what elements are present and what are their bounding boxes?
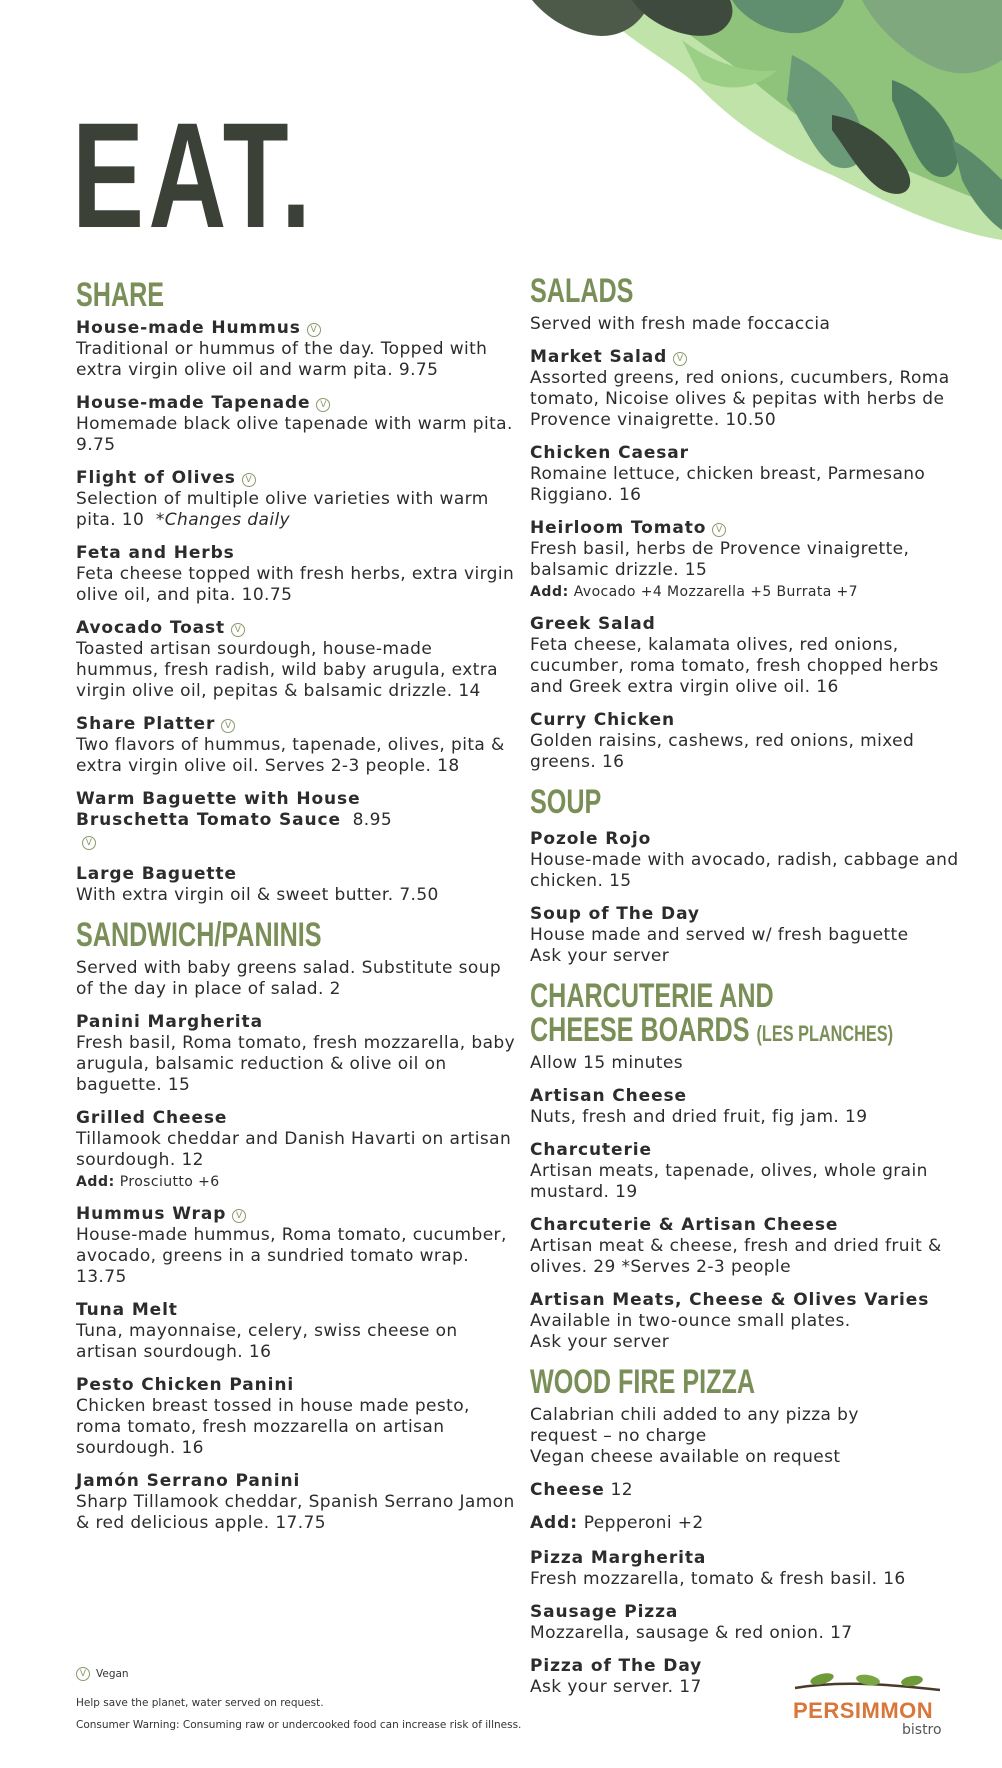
heading-main: CHEESE BOARDS	[530, 1011, 750, 1049]
menu-item	[76, 714, 516, 777]
item-desc: Available in two-ounce small plates.	[530, 1311, 851, 1331]
item-desc: Fresh basil, herbs de Provence vinaigrette, balsamic drizzle. 15	[530, 539, 910, 580]
item-add	[76, 1174, 220, 1190]
logo-sub: bistro	[902, 1722, 942, 1738]
item-desc: Fresh basil, Roma tomato, fresh mozzarella, baby arugula, balsamic reduction & olive oil on baguette. 15	[76, 1033, 516, 1095]
item-desc: Traditional or hummus of the day. Topped with extra virgin olive oil and warm pita. 9.75	[76, 339, 488, 380]
section-heading-salads: SALADS	[530, 272, 634, 310]
menu-item	[76, 393, 516, 456]
item-name: Grilled Cheese	[76, 1108, 228, 1128]
add-label: Add:	[76, 1174, 115, 1190]
item-name: Share Platter	[76, 714, 216, 734]
item-price: 12	[610, 1480, 633, 1500]
item-name: Jamón Serrano Panini	[76, 1471, 301, 1491]
section-heading-soup: SOUP	[530, 783, 602, 821]
section-subtitle: Served with fresh made foccaccia	[530, 314, 831, 334]
persimmon-logo	[790, 1670, 950, 1748]
consumer-warning: Consumer Warning: Consuming raw or undercooked food can increase risk of illness.	[76, 1719, 522, 1731]
item-name: Greek Salad	[530, 614, 656, 634]
item-desc: Feta cheese, kalamata olives, red onions, cucumber, roma tomato, fresh chopped herbs and Greek extra virgin olive oil. 16	[530, 635, 939, 697]
section-heading-pizza: WOOD FIRE PIZZA	[530, 1363, 756, 1401]
item-desc: Artisan meat & cheese, fresh and dried fruit & olives. 29 *Serves 2-3 people	[530, 1236, 942, 1277]
menu-item	[76, 789, 396, 852]
item-name: House-made Hummus	[76, 318, 301, 338]
item-name: Panini Margherita	[76, 1012, 263, 1032]
vegan-icon: V	[231, 623, 245, 637]
item-add	[530, 584, 858, 600]
item-desc: House-made with avocado, radish, cabbage and chicken. 15	[530, 850, 959, 891]
menu-item	[76, 543, 516, 606]
item-desc: Assorted greens, red onions, cucumbers, Roma tomato, Nicoise olives & pepitas with herbs de Provence vinaigrette. 10.50	[530, 368, 950, 430]
item-desc: Mozzarella, sausage & red onion. 17	[530, 1623, 853, 1643]
vegan-icon: V	[673, 352, 687, 366]
item-name: Warm Baguette with House Bruschetta Tomato Sauce	[76, 789, 361, 830]
item-desc: House made and served w/ fresh baguette	[530, 925, 909, 945]
item-desc: Romaine lettuce, chicken breast, Parmesano Riggiano. 16	[530, 464, 926, 505]
water-note: Help save the planet, water served on request.	[76, 1697, 324, 1709]
item-name: Large Baguette	[76, 864, 237, 884]
item-name: Heirloom Tomato	[530, 518, 707, 538]
add-options: Avocado +4 Mozzarella +5 Burrata +7	[573, 584, 858, 600]
logo-name: PERSIMMON	[793, 1698, 934, 1723]
item-desc: Chicken breast tossed in house made pesto, roma tomato, fresh mozzarella on artisan sourdough. 16	[76, 1396, 470, 1458]
right-column	[530, 274, 970, 1710]
section-heading-share: SHARE	[76, 276, 165, 314]
vegan-icon: V	[307, 323, 321, 337]
vegan-label: Vegan	[96, 1668, 129, 1680]
item-name: Hummus Wrap	[76, 1204, 227, 1224]
menu-item	[76, 1300, 516, 1363]
item-name: Feta and Herbs	[76, 543, 235, 563]
item-desc: Feta cheese topped with fresh herbs, extra virgin olive oil, and pita. 10.75	[76, 564, 515, 605]
item-name: Flight of Olives	[76, 468, 236, 488]
menu-item	[530, 904, 970, 967]
section-heading-charcuterie: CHARCUTERIE AND	[530, 977, 774, 1015]
item-name: Tuna Melt	[76, 1300, 178, 1320]
item-desc: House-made hummus, Roma tomato, cucumber, avocado, greens in a sundried tomato wrap. 13.75	[76, 1225, 507, 1287]
menu-item	[530, 710, 970, 773]
item-name: Pizza of The Day	[530, 1656, 703, 1676]
item-name: Market Salad	[530, 347, 668, 367]
menu-item	[530, 443, 970, 506]
item-name: House-made Tapenade	[76, 393, 311, 413]
item-name: Chicken Caesar	[530, 443, 689, 463]
section-subtitle: Served with baby greens salad. Substitute soup of the day in place of salad. 2	[76, 958, 502, 999]
item-name: Pozole Rojo	[530, 829, 652, 849]
add-label: Add:	[530, 1513, 578, 1533]
menu-item	[530, 1290, 970, 1353]
item-desc: Selection of multiple olive varieties with warm pita. 10	[76, 489, 489, 530]
menu-item	[530, 1602, 970, 1644]
menu-item-add	[530, 1513, 970, 1534]
pizza-sub-2: Vegan cheese available on request	[530, 1447, 841, 1467]
vegan-legend	[76, 1667, 129, 1681]
menu-item	[76, 1108, 516, 1192]
item-desc: Artisan meats, tapenade, olives, whole grain mustard. 19	[530, 1161, 928, 1202]
item-name: Soup of The Day	[530, 904, 700, 924]
item-note: *Changes daily	[155, 510, 291, 530]
item-desc: Homemade black olive tapenade with warm pita. 9.75	[76, 414, 513, 455]
item-name: Charcuterie	[530, 1140, 652, 1160]
menu-item	[530, 347, 970, 431]
item-desc: Two flavors of hummus, tapenade, olives, pita & extra virgin olive oil. Serves 2-3 people. 18	[76, 735, 505, 776]
vegan-icon: V	[82, 836, 96, 850]
vegan-icon: V	[712, 523, 726, 537]
section-heading-cheese-boards	[530, 1011, 894, 1051]
menu-item	[76, 1471, 516, 1534]
left-column	[76, 278, 516, 1546]
menu-item	[76, 1012, 516, 1096]
menu-item	[530, 1480, 970, 1501]
item-name: Curry Chicken	[530, 710, 676, 730]
menu-item	[76, 864, 516, 906]
add-options: Prosciutto +6	[119, 1174, 220, 1190]
menu-item	[76, 618, 516, 702]
section-heading-sandwich: SANDWICH/PANINIS	[76, 916, 322, 954]
item-name: Cheese	[530, 1480, 605, 1500]
add-options: Pepperoni +2	[583, 1513, 704, 1533]
item-desc: Nuts, fresh and dried fruit, fig jam. 19	[530, 1107, 868, 1127]
section-subtitle	[530, 1405, 860, 1468]
item-desc: With extra virgin oil & sweet butter. 7.50	[76, 885, 439, 905]
item-price: 8.95	[352, 810, 393, 830]
menu-item	[530, 518, 970, 602]
item-name: Pesto Chicken Panini	[76, 1375, 295, 1395]
add-label: Add:	[530, 584, 569, 600]
vegan-icon: V	[221, 719, 235, 733]
item-desc: Tuna, mayonnaise, celery, swiss cheese on artisan sourdough. 16	[76, 1321, 458, 1362]
menu-item	[76, 1375, 516, 1459]
item-name: Artisan Cheese	[530, 1086, 687, 1106]
menu-item	[530, 614, 970, 698]
lettuce-illustration	[532, 0, 1002, 270]
item-name: Artisan Meats, Cheese & Olives Varies	[530, 1290, 930, 1310]
item-desc: Golden raisins, cashews, red onions, mixed greens. 16	[530, 731, 915, 772]
menu-item	[530, 1548, 970, 1590]
branch-icon	[790, 1670, 950, 1700]
item-desc: Fresh mozzarella, tomato & fresh basil. 16	[530, 1569, 906, 1589]
section-subtitle: Allow 15 minutes	[530, 1053, 684, 1073]
menu-item	[530, 1140, 970, 1203]
menu-item	[530, 1086, 970, 1128]
menu-item	[530, 829, 970, 892]
item-desc-2: Ask your server	[530, 946, 670, 966]
item-desc: Sharp Tillamook cheddar, Spanish Serrano Jamon & red delicious apple. 17.75	[76, 1492, 515, 1533]
menu-item	[76, 468, 516, 531]
item-desc: Ask your server. 17	[530, 1677, 702, 1697]
menu-item	[76, 1204, 516, 1288]
vegan-icon: V	[316, 398, 330, 412]
item-name: Charcuterie & Artisan Cheese	[530, 1215, 839, 1235]
item-name: Pizza Margherita	[530, 1548, 707, 1568]
item-name: Avocado Toast	[76, 618, 226, 638]
menu-item	[530, 1215, 970, 1278]
item-desc-2: Ask your server	[530, 1332, 670, 1352]
page-title: EAT.	[72, 91, 316, 259]
heading-small: (LES PLANCHES)	[756, 1021, 894, 1046]
item-name: Sausage Pizza	[530, 1602, 679, 1622]
menu-item	[76, 318, 516, 381]
vegan-icon: V	[232, 1209, 246, 1223]
pizza-sub-1: Calabrian chili added to any pizza by request – no charge	[530, 1405, 859, 1446]
item-desc: Toasted artisan sourdough, house-made hummus, fresh radish, wild baby arugula, extra virgin olive oil, pepitas & balsamic drizzle. 14	[76, 639, 498, 701]
vegan-icon: V	[76, 1667, 90, 1681]
vegan-icon: V	[242, 473, 256, 487]
item-desc: Tillamook cheddar and Danish Havarti on artisan sourdough. 12	[76, 1129, 512, 1170]
